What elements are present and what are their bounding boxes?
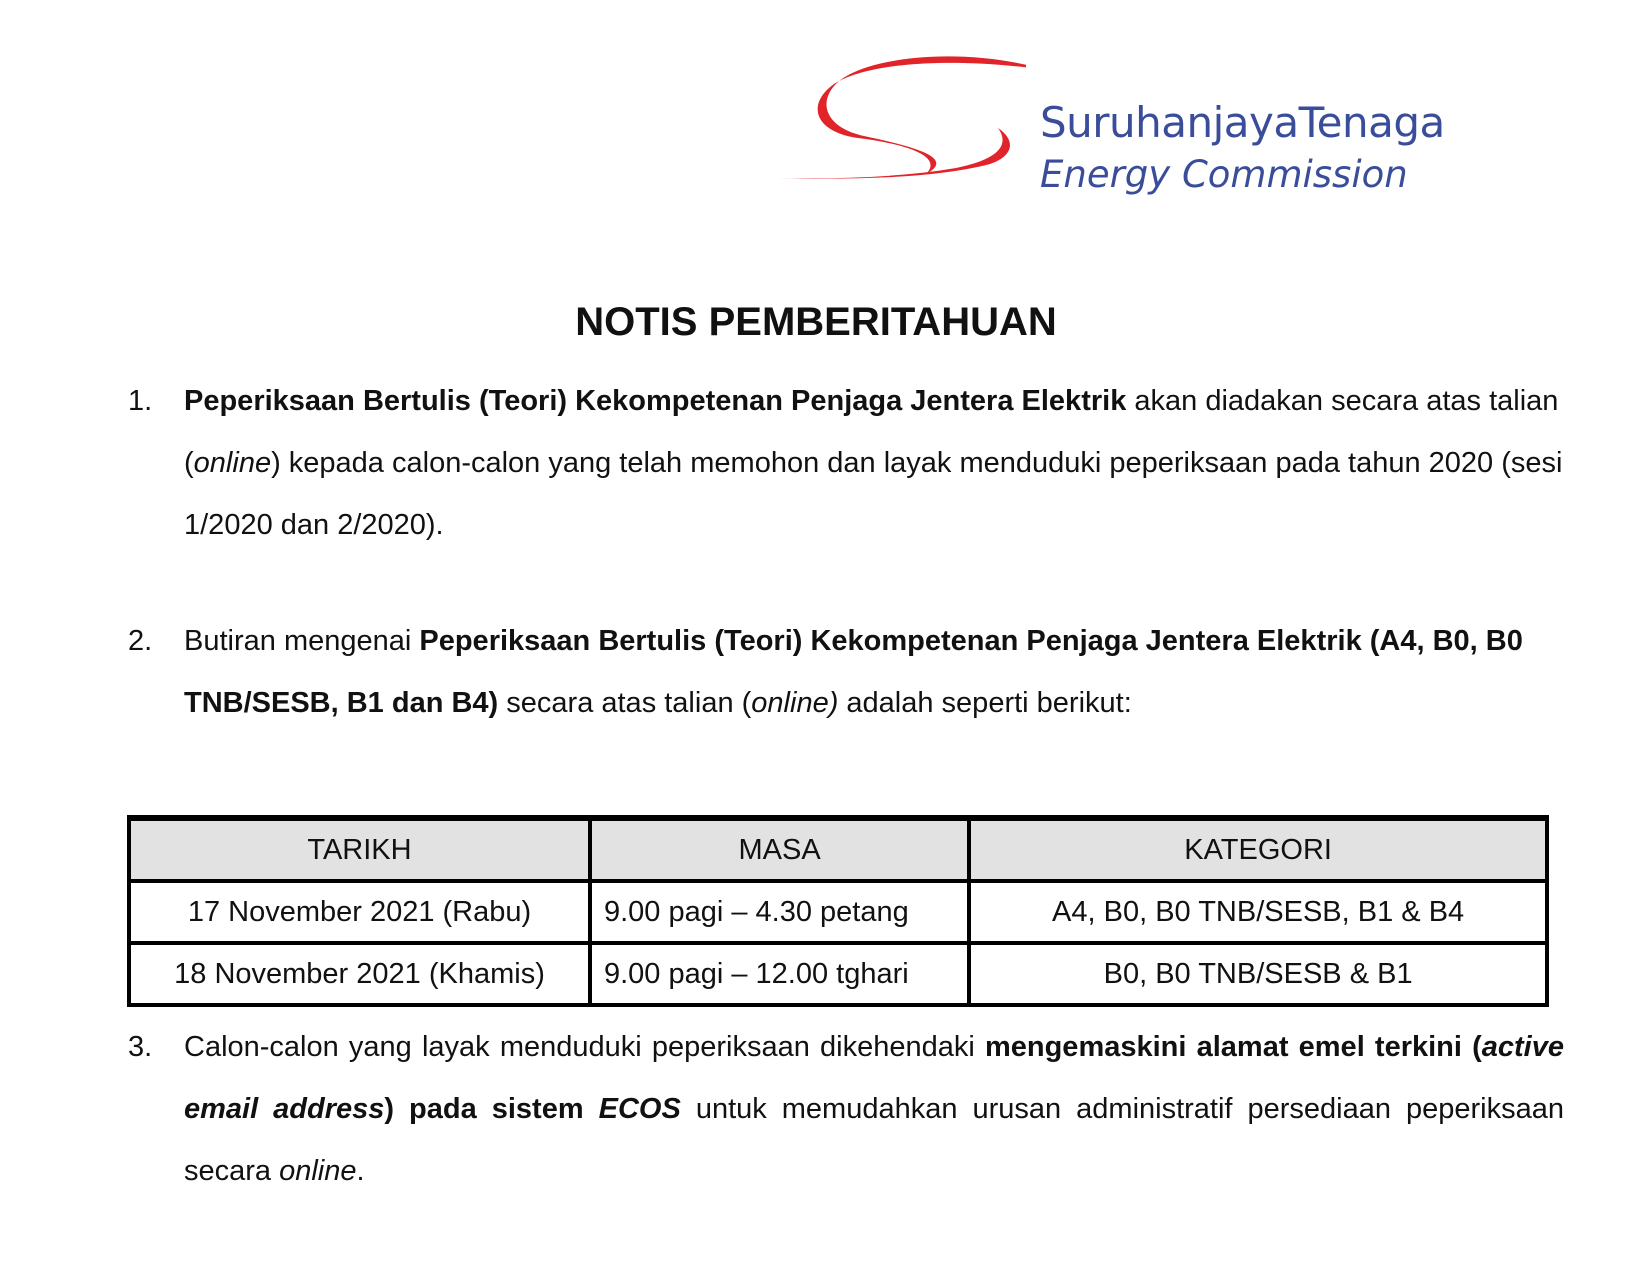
text-segment: Calon-calon yang layak menduduki peperiksaan dikehendaki bbox=[184, 1031, 985, 1063]
text-segment: akan diadakan secara atas talian ( bbox=[184, 385, 1559, 479]
table-header-row bbox=[129, 819, 1547, 881]
header-masa: MASA bbox=[590, 819, 969, 881]
cell-category: A4, B0, B0 TNB/SESB, B1 & B4 bbox=[969, 881, 1547, 943]
paragraph-number: 2. bbox=[128, 625, 153, 657]
energy-commission-logo bbox=[776, 48, 1556, 208]
online-term: online bbox=[193, 447, 272, 479]
paragraph-number: 1. bbox=[128, 385, 153, 417]
exam-name: Peperiksaan Bertulis (Teori) Kekompetenan Penjaga Jentera Elektrik bbox=[184, 385, 1127, 417]
logo-name: SuruhanjayaTenaga bbox=[1040, 98, 1445, 147]
paragraph-body bbox=[184, 610, 1564, 734]
update-email-instruction: mengemaskini alamat emel terkini ( bbox=[984, 1031, 1482, 1063]
exam-name: Peperiksaan Bertulis (Teori) Kekompetenan Penjaga Jentera Elektrik (A4, B0, B0 TNB/SESB, B1 dan B4) bbox=[184, 625, 1523, 719]
cell-time: 9.00 pagi – 12.00 tghari bbox=[590, 943, 969, 1005]
cell-date: 17 November 2021 (Rabu) bbox=[129, 881, 590, 943]
logo-subtitle: Energy Commission bbox=[1040, 153, 1408, 196]
paragraph-3 bbox=[124, 1016, 1584, 1202]
text-segment: Butiran mengenai bbox=[184, 625, 420, 657]
paragraph-number: 3. bbox=[128, 1031, 153, 1063]
table-row bbox=[129, 881, 1547, 943]
text-segment: secara atas talian ( bbox=[498, 687, 752, 719]
active-email-term: active email address bbox=[184, 1031, 1564, 1125]
exam-schedule-table bbox=[127, 815, 1549, 1007]
text-segment: adalah seperti berikut: bbox=[838, 687, 1132, 719]
header-tarikh: TARIKH bbox=[129, 819, 590, 881]
system-text: ) pada sistem bbox=[384, 1093, 599, 1125]
cell-date: 18 November 2021 (Khamis) bbox=[129, 943, 590, 1005]
header-kategori: KATEGORI bbox=[969, 819, 1547, 881]
paragraph-body bbox=[184, 370, 1564, 556]
cell-time: 9.00 pagi – 4.30 petang bbox=[590, 881, 969, 943]
paragraph-body bbox=[184, 1016, 1564, 1202]
text-segment: . bbox=[356, 1155, 365, 1187]
online-term: online bbox=[279, 1155, 357, 1187]
paragraph-2 bbox=[124, 610, 1584, 734]
ecos-term: ECOS bbox=[598, 1093, 681, 1125]
online-term: online) bbox=[751, 687, 839, 719]
swoosh-logo-icon bbox=[776, 48, 1026, 198]
paragraph-1 bbox=[124, 370, 1584, 556]
cell-category: B0, B0 TNB/SESB & B1 bbox=[969, 943, 1547, 1005]
text-segment: untuk memudahkan urusan administratif persediaan peperiksaan secara bbox=[184, 1093, 1564, 1187]
swoosh-lower bbox=[776, 128, 1010, 179]
page-title: NOTIS PEMBERITAHUAN bbox=[575, 300, 1057, 344]
table-row bbox=[129, 943, 1547, 1005]
text-segment: ) kepada calon-calon yang telah memohon dan layak menduduki peperiksaan pada tahun 2020 (sesi 1/2020 dan 2/2020). bbox=[184, 447, 1563, 541]
